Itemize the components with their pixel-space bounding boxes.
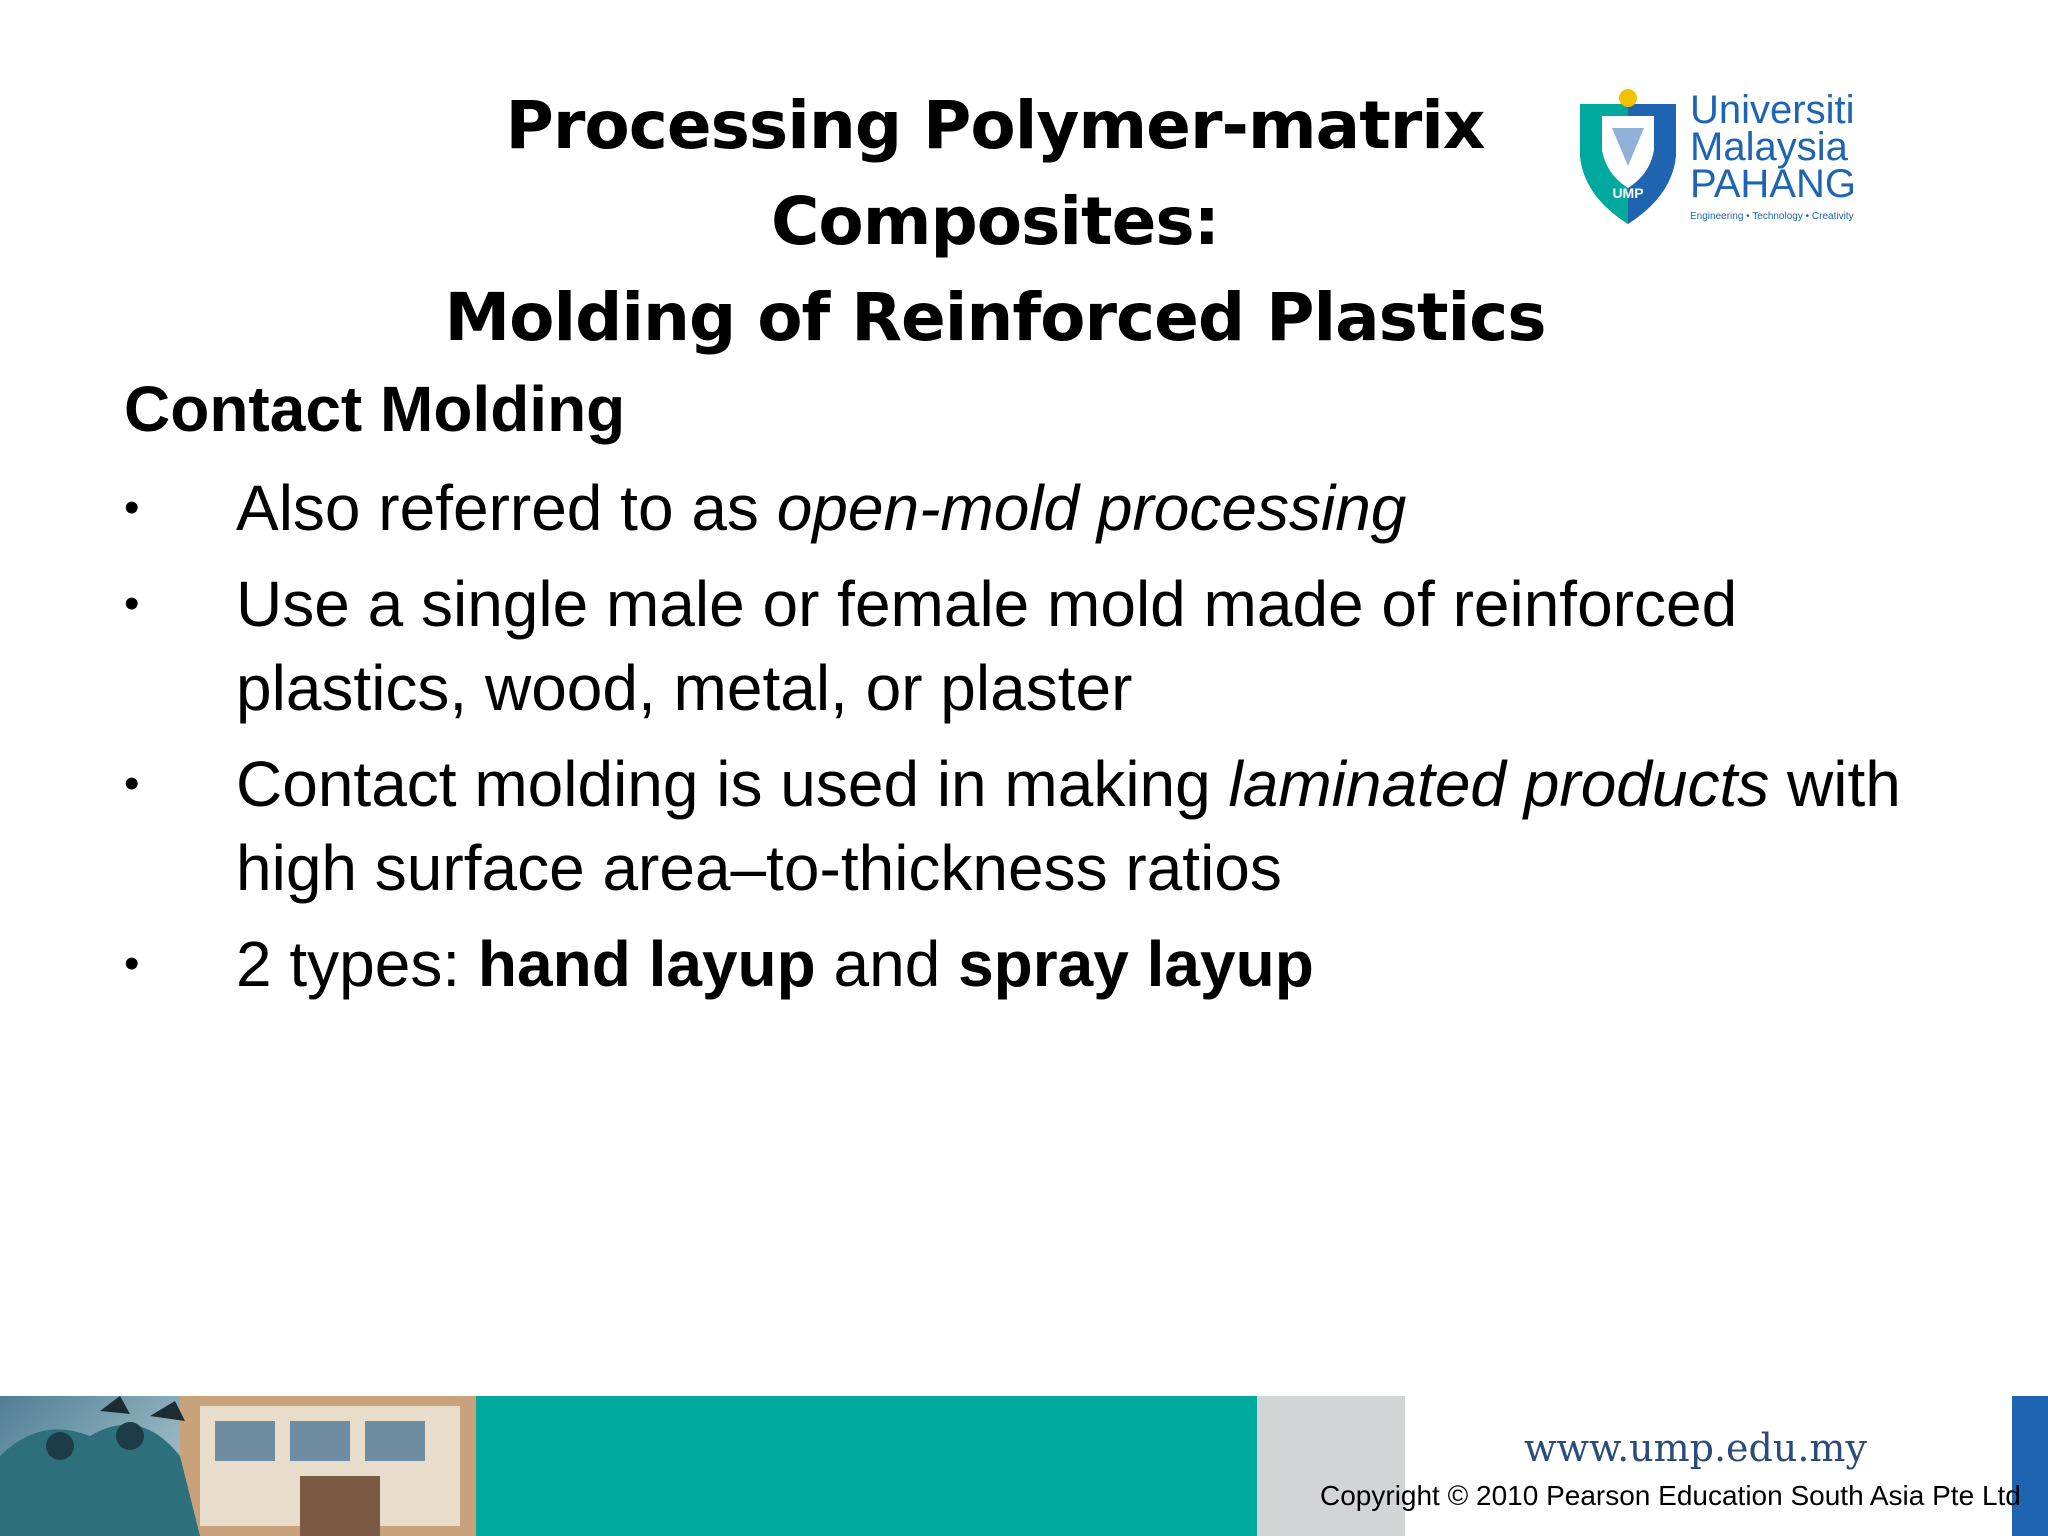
bullet-item [124,562,1924,730]
title-line-2: Molding of Reinforced Plastics [444,279,1546,356]
bullet-list [124,466,1924,1018]
bullet-marker: • [124,579,140,628]
website-url: www.ump.edu.my [1524,1426,1867,1470]
slide-title [280,78,1710,366]
bullet-item [124,742,1924,910]
bullet-text: with high surface area–to-thickness ratios [236,748,1901,904]
campus-photo-icon [0,1396,476,1536]
footer-grey-band [1257,1396,1405,1536]
bullet-text: Contact molding is used in making [236,748,1229,820]
logo-line-1: Universiti [1690,88,1855,132]
bullet-marker: • [124,939,140,988]
logo-tagline: Engineering • Technology • Creativity [1690,211,1854,222]
ump-shield-icon [1572,86,1684,226]
section-heading: Contact Molding [124,373,626,445]
bullet-item [124,466,1924,550]
copyright-notice: Copyright © 2010 Pearson Education South Asia Pte Ltd [1320,1480,2021,1511]
logo-wordmark [1690,88,1856,222]
footer-banner [0,1396,2048,1536]
bullet-text: and [815,928,959,1000]
bullet-bold-term: spray layup [958,928,1314,1000]
bullet-emphasis: laminated products [1228,748,1770,820]
logo-line-2: Malaysia [1690,125,1848,169]
bullet-marker: • [124,759,140,808]
bullet-text: 2 types: [236,928,478,1000]
bullet-text: Use a single male or female mold made of reinforced plastics, wood, metal, or plaster [236,568,1738,724]
university-logo [1572,86,1872,236]
logo-badge: UMP [1612,185,1644,201]
footer-blue-edge [2012,1396,2048,1536]
bullet-emphasis: open-mold processing [776,472,1407,544]
bullet-text: Also referred to as [236,472,777,544]
bullet-item [124,922,1924,1006]
bullet-bold-term: hand layup [477,928,816,1000]
bullet-marker: • [124,483,140,532]
graduation-photo [0,1396,476,1536]
logo-line-3: PAHANG [1690,162,1856,206]
footer-teal-band [476,1396,1257,1536]
title-line-1: Processing Polymer-matrix Composites: [505,87,1485,260]
